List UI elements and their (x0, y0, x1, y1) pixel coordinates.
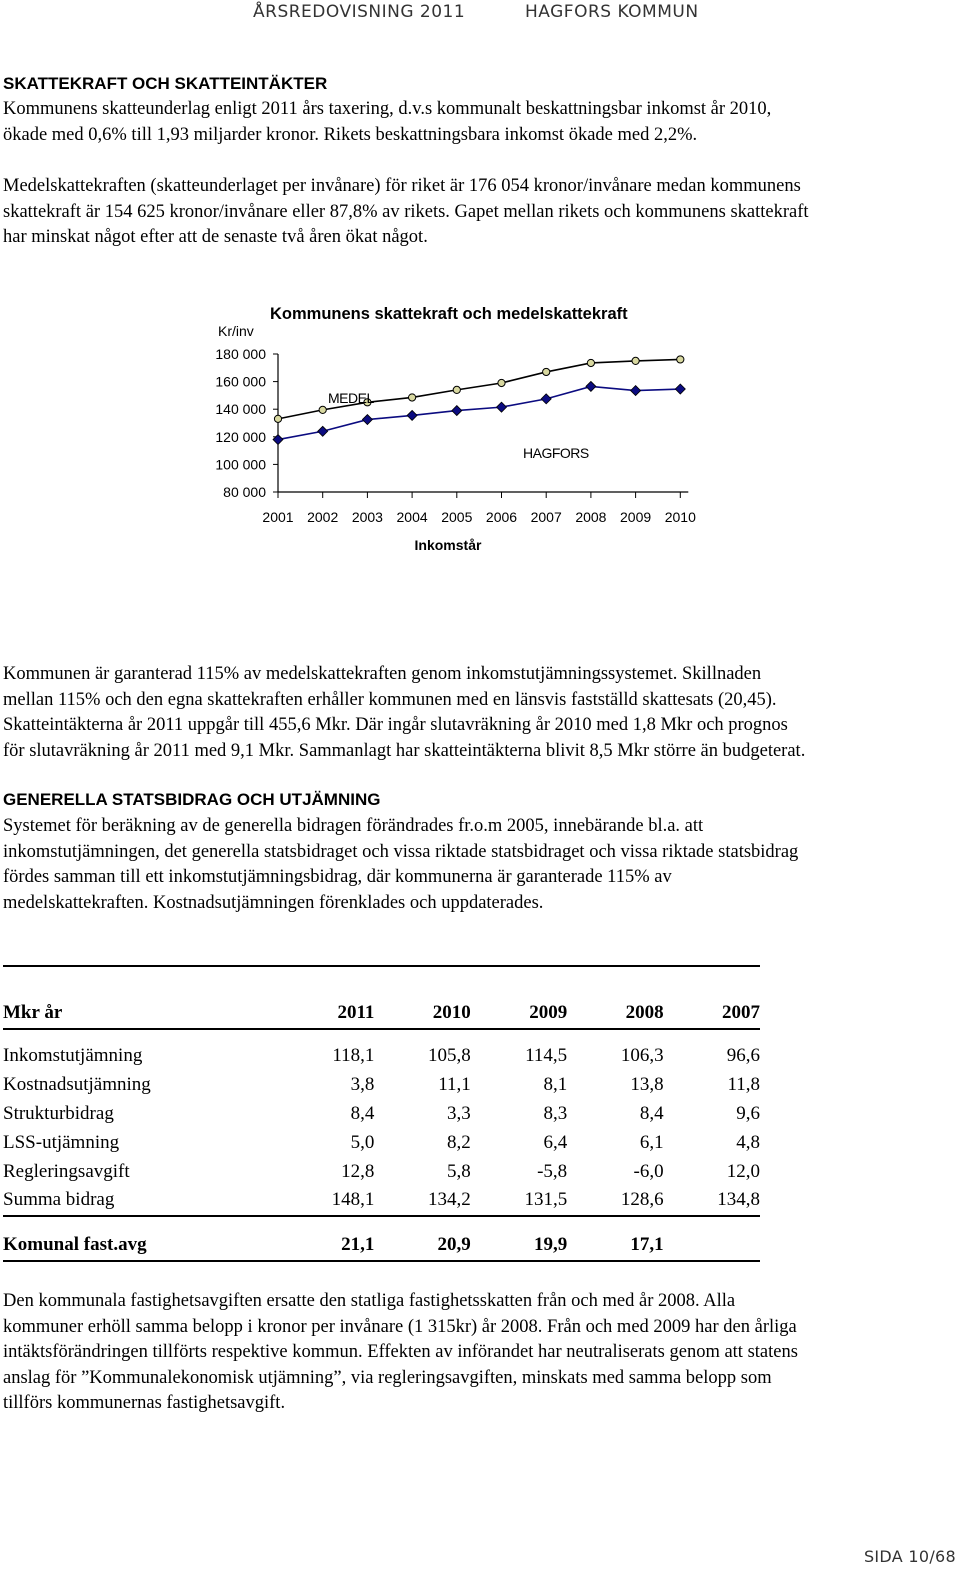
data-point-hagfors (407, 410, 417, 420)
table-header-cell: 2007 (722, 1002, 760, 1023)
table-cell: 19,9 (533, 1234, 568, 1256)
table-header-cell: 2010 (432, 1002, 471, 1023)
y-tick-label: 140 000 (215, 401, 266, 418)
skattekraft-line-chart (180, 290, 720, 565)
table-header-cell: Mkr år (3, 1002, 63, 1023)
table-cell: 134,8 (717, 1189, 760, 1211)
table-cell: 11,8 (727, 1074, 760, 1096)
table-cell: 131,5 (524, 1189, 568, 1211)
y-tick-label: 120 000 (215, 428, 266, 445)
table-cell: -5,8 (537, 1160, 568, 1182)
table-row (3, 1128, 760, 1157)
table-cell: Summa bidrag (3, 1189, 115, 1211)
x-tick-label: 2002 (307, 509, 339, 525)
data-point-hagfors (675, 384, 685, 394)
table-cell (664, 1231, 760, 1261)
table-header-cell: 2011 (337, 1002, 375, 1023)
table-cell: 148,1 (331, 1189, 375, 1211)
table-cell: 17,1 (630, 1234, 664, 1256)
data-point-medel (632, 357, 639, 364)
x-tick-label: 2007 (530, 509, 562, 525)
text-line: anslag för ”Kommunalekonomisk utjämning”, via regleringsavgiften, minskats med samma belopp som (3, 1367, 772, 1388)
table-row (3, 1186, 760, 1216)
text-line: inkomstutjämningen, det generella statsbidraget och vissa riktade statsbidraget och vissa riktade statsbidrag (3, 841, 799, 862)
y-tick-label: 80 000 (223, 484, 266, 500)
table-row (3, 1157, 760, 1186)
table-cell: 12,0 (726, 1160, 760, 1182)
text-line: Skatteintäkterna år 2011 uppgår till 455,6 Mkr. Där ingår slutavräkning år 2010 med 1,8 Mkr och prognos (3, 715, 788, 735)
section-heading-statsbidrag: GENERELLA STATSBIDRAG OCH UTJÄMNING (3, 790, 381, 809)
table-top-rule (3, 965, 760, 967)
report-title: ÅRSREDOVISNING 2011 (253, 2, 466, 22)
table-cell: Strukturbidrag (3, 1102, 114, 1124)
y-tick-label: 100 000 (215, 456, 266, 473)
data-point-hagfors (541, 394, 551, 404)
text-line: skattekraft är 154 625 kronor/invånare eller 87,8% av rikets. Gapet mellan rikets och kommunens skattekraft (3, 201, 809, 222)
text-line: ökade med 0,6% till 1,93 miljarder kronor. Rikets beskattningsbara inkomst ökade med 2,2%. (3, 124, 698, 145)
data-point-hagfors (631, 386, 641, 396)
table-cell: -6,0 (633, 1160, 664, 1182)
table-cell: 96,6 (726, 1045, 760, 1067)
table-cell: 3,8 (350, 1074, 375, 1096)
data-point-medel (453, 386, 460, 393)
data-point-medel (543, 368, 550, 375)
text-line: Systemet för beräkning av de generella bidragen förändrades fr.o.m 2005, innebärande bl.a. att (3, 816, 704, 836)
table-cell: 3,3 (447, 1102, 471, 1124)
table-cell: 21,1 (341, 1234, 375, 1256)
text-line: Medelskattekraften (skatteunderlaget per invånare) för riket är 176 054 kronor/invånare medan kommunens (3, 176, 801, 196)
table-cell: 6,1 (639, 1131, 664, 1153)
data-point-medel (677, 356, 684, 363)
table-cell: 134,2 (428, 1189, 471, 1211)
table-row (3, 1100, 760, 1129)
table-cell: LSS-utjämning (3, 1131, 120, 1153)
text-line: har minskat något efter att de senaste två åren ökat något. (3, 227, 428, 247)
chart-title: Kommunens skattekraft och medelskattekraft (270, 305, 628, 323)
x-tick-label: 2009 (620, 509, 652, 525)
paragraph-skatteunderlag (3, 97, 953, 148)
text-line: medelskattekraften. Kostnadsutjämningen förenklades och uppdaterades. (3, 892, 544, 913)
table-cell: 8,4 (639, 1102, 664, 1124)
municipality-name: HAGFORS KOMMUN (525, 2, 699, 22)
paragraph-statsbidrag (3, 814, 953, 916)
paragraph-medelskattekraft (3, 174, 953, 251)
table-cell: 6,4 (543, 1131, 568, 1153)
data-point-medel (587, 359, 594, 366)
table-cell: 5,8 (447, 1160, 471, 1182)
table-cell: 114,5 (525, 1045, 568, 1067)
chart-ylabel: Kr/inv (218, 323, 254, 339)
series-label-hagfors: HAGFORS (523, 445, 589, 461)
table-cell: 5,0 (350, 1131, 375, 1153)
data-point-hagfors (362, 415, 372, 425)
statsbidrag-table (3, 998, 760, 1262)
table-header-row (3, 998, 760, 1029)
table-cell: Kostnadsutjämning (3, 1074, 151, 1096)
paragraph-garanti (3, 662, 953, 764)
x-tick-label: 2006 (485, 509, 518, 525)
table-row (3, 1042, 760, 1071)
table-cell: 8,1 (543, 1074, 568, 1096)
x-tick-label: 2005 (441, 509, 473, 525)
table-cell: Komunal fast.avg (3, 1234, 147, 1256)
data-point-hagfors (273, 435, 283, 445)
text-line: Kommunen är garanterad 115% av medelskattekraften genom inkomstutjämningssystemet. Skillnaden (3, 664, 762, 684)
table-row (3, 1071, 760, 1100)
paragraph-fastighetsavgift (3, 1289, 953, 1417)
series-label-medel: MEDEL (328, 390, 374, 406)
text-line: mellan 115% och den egna skattekraften erhåller kommunen med en länsvis fastställd skattesats (20,45). (3, 689, 777, 710)
data-point-medel (319, 406, 326, 413)
data-point-hagfors (318, 426, 328, 436)
table-cell: 20,9 (437, 1234, 471, 1256)
chart-xlabel: Inkomstår (414, 537, 482, 553)
y-tick-label: 180 000 (215, 346, 266, 362)
table-cell: 9,6 (736, 1102, 760, 1124)
data-point-medel (274, 415, 281, 422)
x-tick-label: 2001 (262, 509, 294, 525)
table-header-cell: 2008 (625, 1002, 664, 1023)
table-cell: 8,3 (543, 1102, 568, 1124)
text-line: tillförs kommunernas fastighetsavgift. (3, 1393, 286, 1413)
table-cell: 8,4 (350, 1102, 375, 1124)
table-cell: Inkomstutjämning (3, 1045, 143, 1067)
table-header-cell: 2009 (529, 1002, 568, 1023)
table-cell: 118,1 (332, 1045, 375, 1067)
table-cell: 4,8 (736, 1131, 760, 1153)
data-point-medel (498, 379, 505, 386)
page-number: SIDA 10/68 (863, 1547, 956, 1566)
table-cell: 105,8 (428, 1045, 471, 1067)
text-line: för slutavräkning år 2011 med 9,1 Mkr. Sammanlagt har skatteintäkterna blivit 8,5 Mkr större än budgeterat. (3, 740, 806, 761)
table-cell: 106,3 (620, 1045, 664, 1067)
text-line: intäktsförändringen tillförts respektive kommun. Effekten av införandet har neutraliserats genom att statens (3, 1342, 798, 1362)
data-point-hagfors (452, 406, 462, 416)
section-heading-skattekraft: SKATTEKRAFT OCH SKATTEINTÄKTER (3, 74, 328, 93)
x-tick-label: 2004 (396, 509, 428, 525)
table-cell: 12,8 (341, 1160, 375, 1182)
table-cell: 128,6 (620, 1189, 664, 1211)
data-point-hagfors (497, 402, 507, 412)
y-tick-label: 160 000 (215, 373, 266, 390)
data-point-medel (409, 394, 416, 401)
text-line: kommuner erhöll samma belopp i kronor per invånare (1 315kr) år 2008. Från och med 2009 har den årliga (3, 1316, 797, 1337)
table-cell: 13,8 (630, 1074, 664, 1096)
text-line: Den kommunala fastighetsavgiften ersatte den statliga fastighetsskatten från och med år 2008. Alla (3, 1291, 736, 1311)
table-cell: 8,2 (447, 1131, 471, 1153)
table-cell: Regleringsavgift (3, 1160, 130, 1182)
text-line: Kommunens skatteunderlag enligt 2011 års taxering, d.v.s kommunalt beskattningsbar inkomst år 2010, (3, 99, 772, 119)
table-footer-row (3, 1231, 760, 1261)
x-tick-label: 2010 (664, 509, 696, 525)
data-point-hagfors (586, 381, 596, 391)
x-tick-label: 2003 (351, 509, 383, 525)
x-tick-label: 2008 (575, 509, 607, 525)
text-line: fördes samman till ett inkomstutjämningsbidrag, där kommunerna är garanterade 115% av (3, 867, 672, 887)
table-cell: 11,1 (438, 1074, 471, 1096)
